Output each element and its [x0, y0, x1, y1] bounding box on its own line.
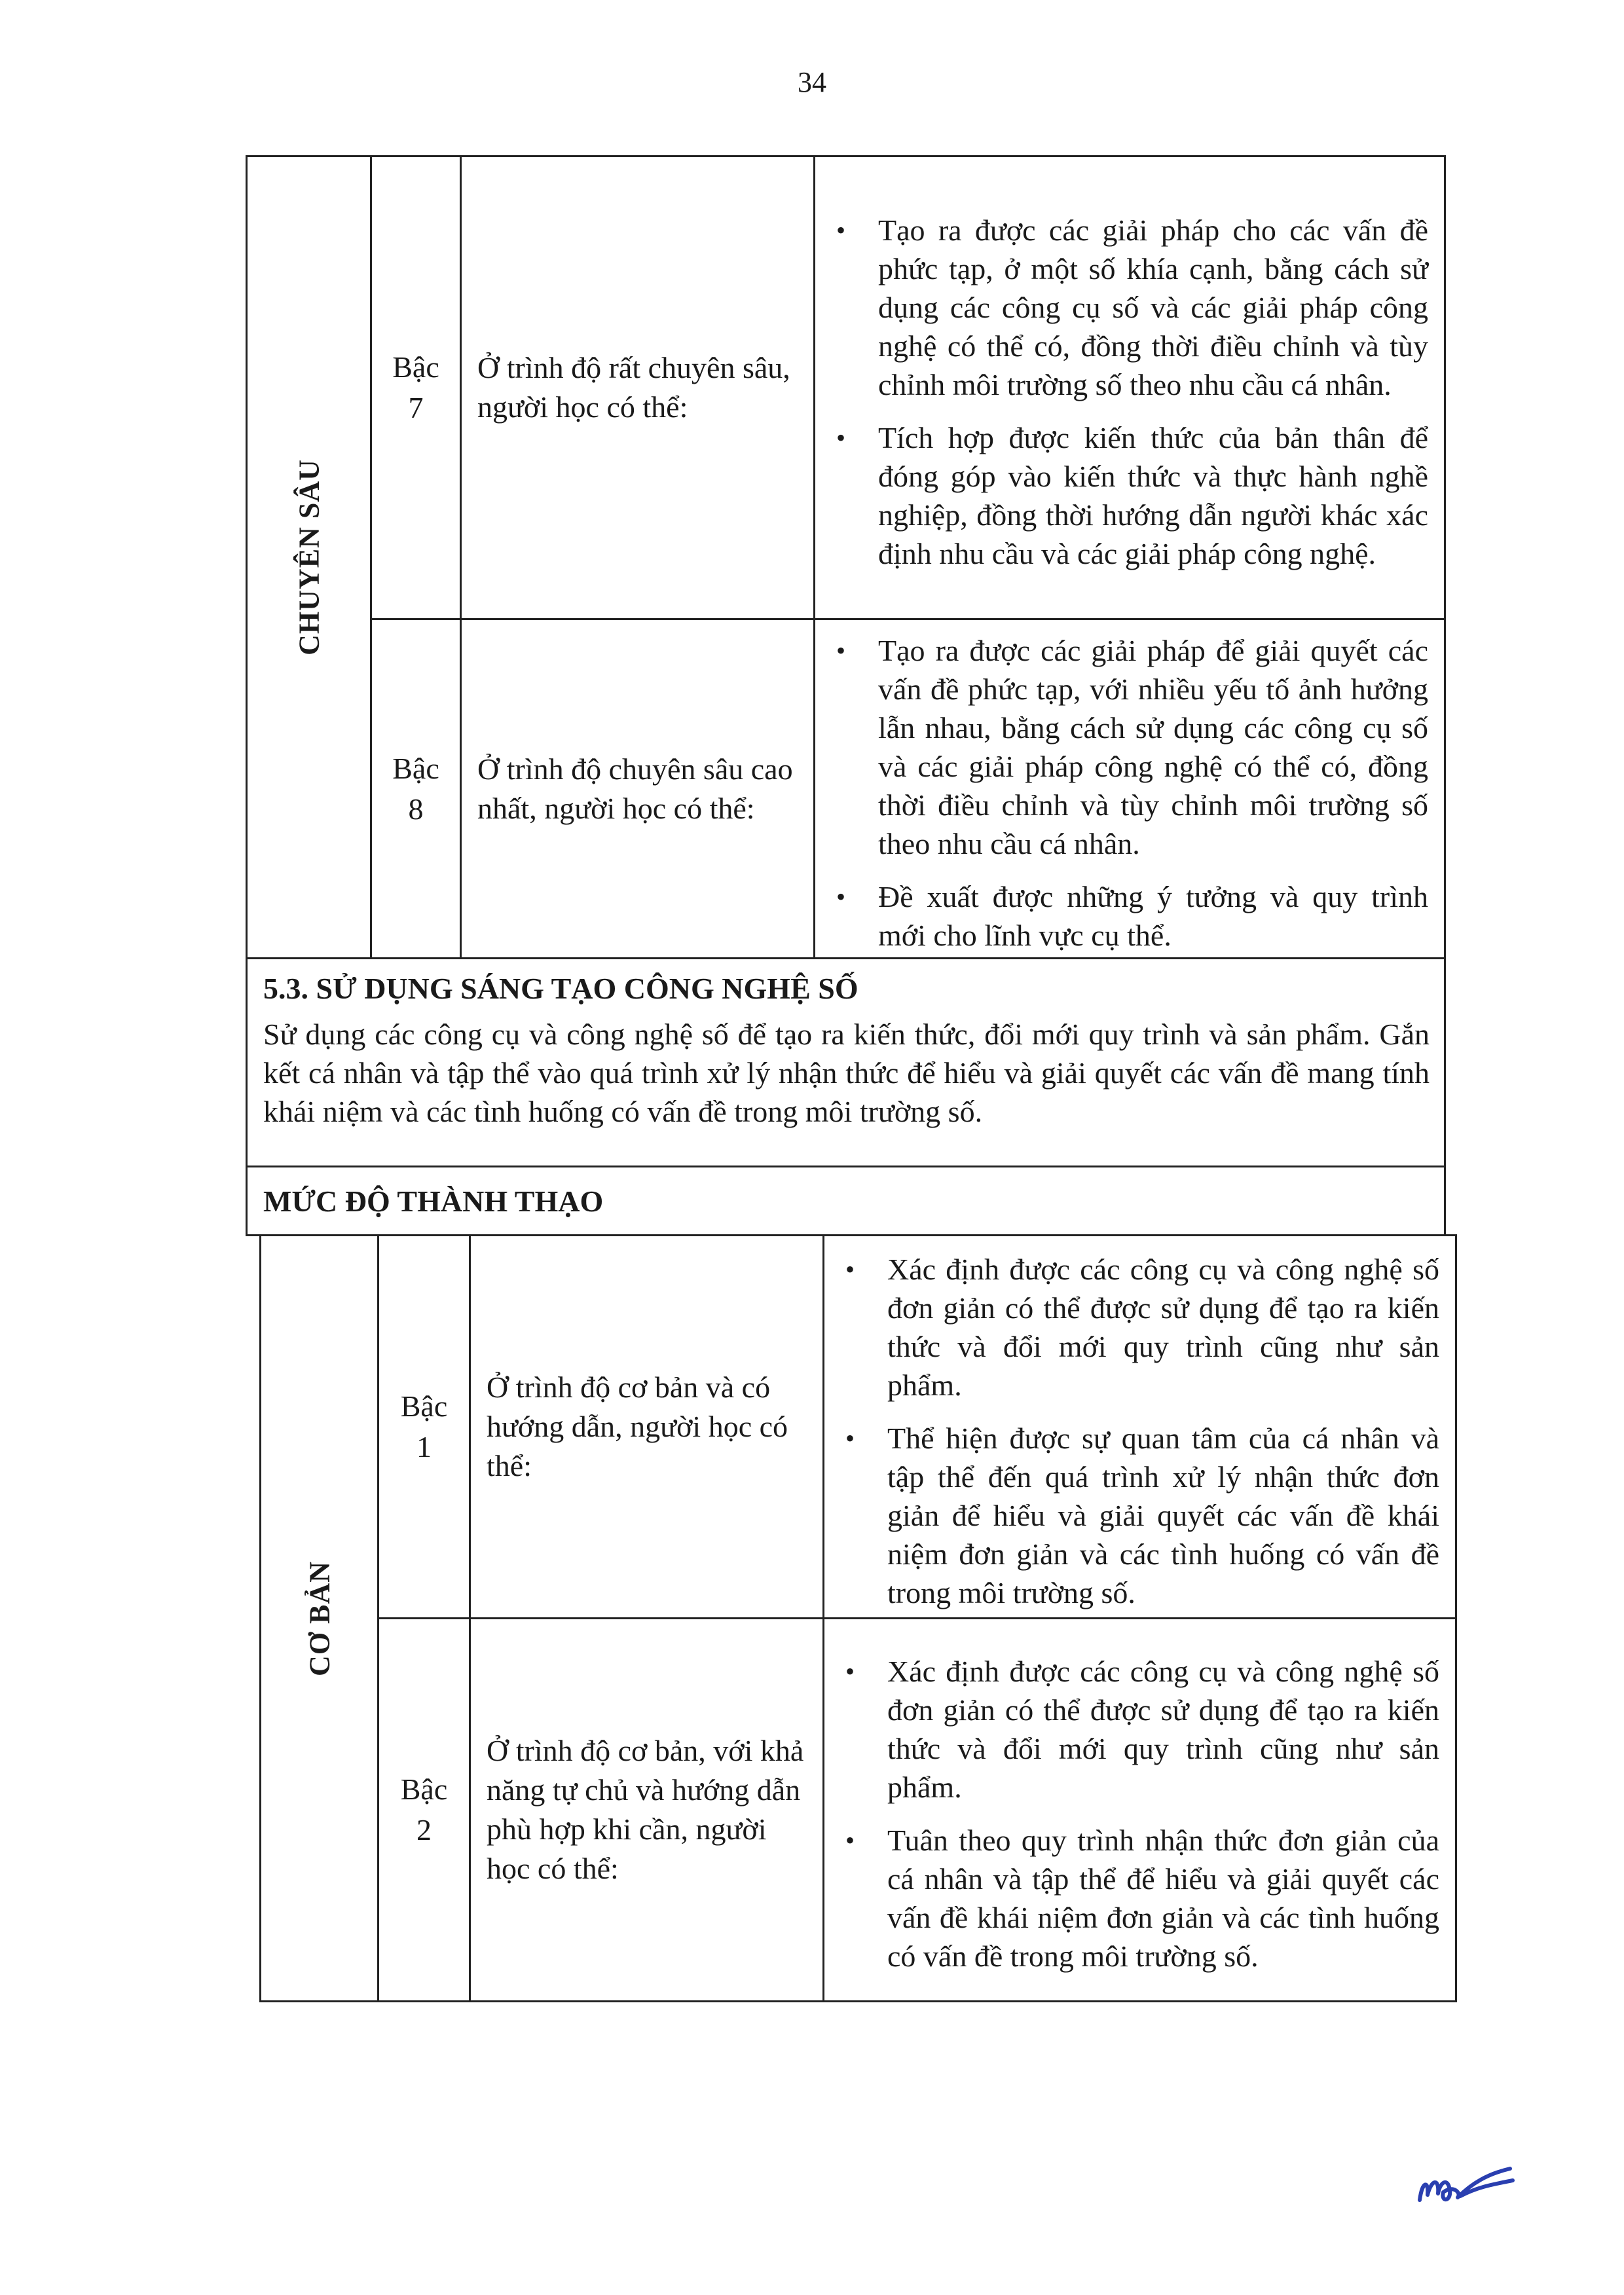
- bullet-item: [836, 211, 1428, 404]
- level-cell: [378, 1619, 470, 2002]
- bullet-text: Xác định được các công cụ và công nghệ số đơn giản có thể được sử dụng để tạo ra kiến thức và đổi mới quy trình cũng như sản phẩm.: [887, 1655, 1439, 1804]
- bullet-text: Tích hợp được kiến thức của bản thân để đóng góp vào kiến thức và thực hành nghề nghiệp, đồng thời hướng dẫn người khác xác định nhu cầu và các giải pháp công nghệ.: [878, 420, 1428, 570]
- bullet-text: Đề xuất được những ý tưởng và quy trình mới cho lĩnh vực cụ thể.: [878, 879, 1428, 952]
- level-label: Bậc 2: [400, 1772, 448, 1846]
- section-description: Sử dụng các công cụ và công nghệ số để tạo ra kiến thức, đổi mới quy trình và sản phẩm. Gắn kết cá nhân và tập thể vào quá trình xử lý nhận thức để hiểu và giải quyết các vấn đề mang tính khái niệm và các tình huống có vấn đề trong môi trường số.: [263, 1018, 1430, 1128]
- intro-text: Ở trình độ chuyên sâu cao nhất, người học có thể:: [477, 752, 793, 825]
- intro-cell: [461, 619, 815, 959]
- bullet-item: [845, 1419, 1439, 1612]
- bullet-item: [836, 631, 1428, 863]
- intro-text: Ở trình độ cơ bản, với khả năng tự chủ và hướng dẫn phù hợp khi cần, người học có thể:: [487, 1734, 804, 1885]
- bullets-cell: [815, 156, 1445, 619]
- intro-text: Ở trình độ rất chuyên sâu, người học có thể:: [477, 351, 790, 424]
- bullet-dot-icon: •: [836, 635, 846, 665]
- bullet-item: [836, 877, 1428, 955]
- group-label-cell: [261, 1236, 378, 2002]
- table-row-level-7: [247, 156, 1445, 619]
- level-label: Bậc 8: [392, 751, 439, 826]
- section-title: 5.3. SỬ DỤNG SÁNG TẠO CÔNG NGHỆ SỐ: [263, 972, 858, 1005]
- bullet-list: [824, 1644, 1455, 1975]
- competency-table-basic: [259, 1234, 1457, 2002]
- intro-cell: [470, 1236, 824, 1619]
- bullet-dot-icon: •: [845, 1826, 855, 1855]
- bullet-text: Tạo ra được các giải pháp cho các vấn đề phức tạp, ở một số khía cạnh, bằng cách sử dụng các công cụ số và các giải pháp công nghệ có thể có, đồng thời điều chỉnh và tùy chỉnh môi trường số theo nhu cầu cá nhân.: [878, 213, 1428, 401]
- bullet-list: [824, 1242, 1455, 1612]
- section-cell: [247, 959, 1445, 1167]
- bullet-item: [845, 1250, 1439, 1405]
- proficiency-heading-row: [247, 1167, 1445, 1236]
- proficiency-heading: MỨC ĐỘ THÀNH THẠO: [247, 1167, 1445, 1236]
- table-row-level-1: [261, 1236, 1456, 1619]
- bullet-list: [815, 203, 1444, 573]
- group-label: CHUYÊN SÂU: [293, 459, 325, 655]
- bullet-text: Tạo ra được các giải pháp để giải quyết các vấn đề phức tạp, với nhiều yếu tố ảnh hưởng lẫn nhau, bằng cách sử dụng các công cụ số và các giải pháp công nghệ có thể có, đồng thời điều chỉnh và tùy chỉnh môi trường số theo nhu cầu cá nhân.: [878, 633, 1428, 860]
- page-number: 34: [798, 66, 826, 98]
- bullet-item: [845, 1821, 1439, 1975]
- competency-table-advanced: [246, 155, 1446, 1236]
- table-row-level-8: [247, 619, 1445, 959]
- intro-text: Ở trình độ cơ bản và có hướng dẫn, người học có thể:: [487, 1370, 788, 1482]
- bullet-dot-icon: •: [845, 1657, 855, 1686]
- bullet-text: Xác định được các công cụ và công nghệ số đơn giản có thể được sử dụng để tạo ra kiến thức và đổi mới quy trình cũng như sản phẩm.: [887, 1252, 1439, 1402]
- bullet-dot-icon: •: [845, 1254, 855, 1284]
- group-label-cell: [247, 156, 371, 959]
- level-label: Bậc 7: [392, 350, 439, 424]
- bullets-cell: [815, 619, 1445, 959]
- bullet-text: Tuân theo quy trình nhận thức đơn giản của cá nhân và tập thể để hiểu và giải quyết các vấn đề khái niệm đơn giản và các tình huống có vấn đề trong môi trường số.: [887, 1824, 1439, 1973]
- level-label: Bậc 1: [400, 1389, 448, 1463]
- bullet-text: Thể hiện được sự quan tâm của cá nhân và tập thể đến quá trình xử lý nhận thức đơn giản để hiểu và giải quyết các vấn đề khái niệm đơn giản và các tình huống có vấn đề trong môi trường số.: [887, 1421, 1439, 1609]
- bullet-list: [815, 623, 1444, 955]
- bullets-cell: [824, 1236, 1456, 1619]
- level-cell: [378, 1236, 470, 1619]
- group-label: CƠ BẢN: [303, 1560, 335, 1676]
- intro-cell: [461, 156, 815, 619]
- bullet-dot-icon: •: [836, 881, 846, 911]
- bullet-item: [845, 1652, 1439, 1807]
- signature-icon: [1414, 2154, 1519, 2213]
- bullet-dot-icon: •: [836, 422, 846, 452]
- bullets-cell: [824, 1619, 1456, 2002]
- bullet-dot-icon: •: [836, 215, 846, 245]
- level-cell: [371, 619, 461, 959]
- table-row-level-2: [261, 1619, 1456, 2002]
- intro-cell: [470, 1619, 824, 2002]
- section-row: [247, 959, 1445, 1167]
- level-cell: [371, 156, 461, 619]
- bullet-dot-icon: •: [845, 1423, 855, 1453]
- bullet-item: [836, 418, 1428, 573]
